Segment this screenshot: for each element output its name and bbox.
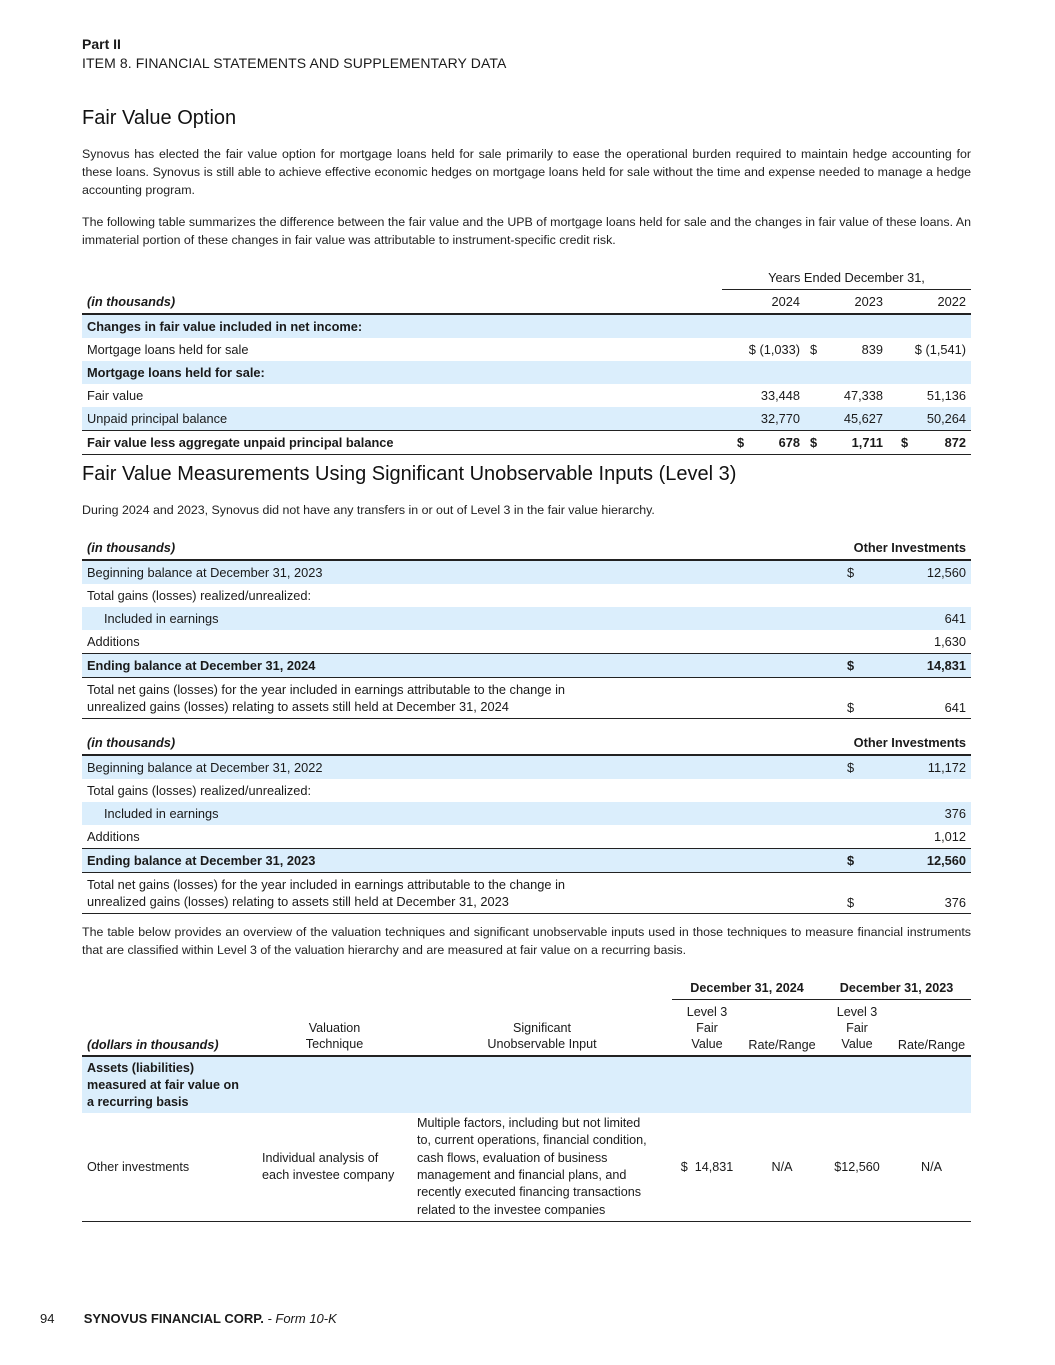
section-label: Mortgage loans held for sale:: [82, 361, 971, 384]
cell: 47,338: [843, 388, 883, 403]
fv-2023: $12,560: [822, 1113, 892, 1222]
fvo-title: Fair Value Option: [82, 107, 237, 129]
part-label: Part II: [82, 36, 121, 52]
row-label: Total net gains (losses) for the year included in earnings attributable to the change in unrealized gains (losses) relating to assets still held at December 31, 2023: [82, 873, 842, 914]
table-row: [82, 976, 971, 1000]
row-label: Ending balance at December 31, 2024: [82, 654, 842, 678]
page-number: 94: [40, 1311, 55, 1326]
table-row: [82, 314, 971, 338]
table-row: [82, 630, 971, 654]
table-row: [82, 755, 971, 779]
row-label: Mortgage loans held for sale: [87, 342, 249, 357]
col-rate-2023: Rate/Range: [892, 1000, 971, 1057]
cell: $ 872: [888, 431, 971, 455]
table-row: [82, 338, 971, 361]
cell: $ 839: [810, 342, 883, 357]
cell: $ (1,541): [914, 342, 966, 357]
unit-label: (in thousands): [82, 290, 722, 315]
table-row: [82, 607, 971, 630]
col-header: Other Investments: [842, 731, 971, 755]
cell: 1,012: [933, 829, 966, 844]
row-label: Fair value: [87, 388, 144, 403]
technique-cell: Individual analysis of each investee company: [257, 1113, 412, 1222]
item-label: ITEM 8. FINANCIAL STATEMENTS AND SUPPLEMENTARY DATA: [82, 55, 507, 71]
rate-2024: N/A: [742, 1113, 822, 1222]
table-row: [82, 361, 971, 384]
row-label: Unpaid principal balance: [82, 407, 722, 431]
cell: 51,136: [926, 388, 966, 403]
level3-title: Fair Value Measurements Using Significant Unobservable Inputs (Level 3): [82, 463, 737, 485]
input-cell: Multiple factors, including but not limited to, current operations, financial condition, cash flows, evaluation of business management and financial plans, and recently executed financing transactions related to the investee companies: [412, 1113, 672, 1222]
rate-2023: N/A: [892, 1113, 971, 1222]
section-label: Changes in fair value included in net income:: [82, 314, 971, 338]
col-rate-2024: Rate/Range: [742, 1000, 822, 1057]
row-label: Additions: [87, 634, 140, 649]
cell: 376: [842, 802, 971, 825]
table-row: [82, 825, 971, 849]
unit-label: (in thousands): [82, 731, 842, 755]
table-row: [82, 407, 971, 431]
row-label: Additions: [87, 829, 140, 844]
row-label: Ending balance at December 31, 2023: [82, 849, 842, 873]
table-row: [82, 678, 971, 719]
row-label: Total gains (losses) realized/unrealized:: [87, 783, 312, 798]
table-row: [82, 779, 971, 802]
col-level3-2023: Level 3 Fair Value: [822, 1000, 892, 1057]
table-row: [82, 731, 971, 755]
row-label: Fair value less aggregate unpaid principal balance: [82, 431, 722, 455]
row-label: Beginning balance at December 31, 2022: [82, 755, 842, 779]
cell: $ 641: [842, 678, 971, 719]
cell: 33,448: [760, 388, 800, 403]
cell: $ 12,560: [842, 849, 971, 873]
table-row: [82, 1000, 971, 1057]
dec2023-header: December 31, 2023: [822, 976, 971, 1000]
row-label: Total net gains (losses) for the year included in earnings attributable to the change in unrealized gains (losses) relating to assets still held at December 31, 2024: [82, 678, 842, 719]
fvo-para2: The following table summarizes the difference between the fair value and the UPB of mortgage loans held for sale and the changes in fair value of these loans. An immaterial portion of these changes in fair value was attributable to instrument-specific credit risk.: [82, 215, 971, 247]
table-row: [82, 584, 971, 607]
col-input: Significant Unobservable Input: [412, 1000, 672, 1057]
fv-2024: $ 14,831: [672, 1113, 742, 1222]
section-label: Assets (liabilities) measured at fair value on a recurring basis: [82, 1056, 257, 1113]
cell: $ 1,711: [805, 431, 888, 455]
table-row: [82, 266, 971, 290]
valuation-para: The table below provides an overview of the valuation techniques and significant unobservable inputs used in those techniques to measure financial instruments that are classified within Level 3 of the valuation hierarchy and are measured at fair value on a recurring basis.: [82, 925, 971, 957]
year-2024: 2024: [722, 290, 805, 315]
year-2023: 2023: [805, 290, 888, 315]
table-row: [82, 560, 971, 584]
page-footer: [40, 1311, 337, 1326]
company-name: SYNOVUS FINANCIAL CORP.: [83, 1311, 264, 1326]
level3-table-2024: [82, 536, 971, 719]
table-row: [82, 849, 971, 873]
table-row: [82, 654, 971, 678]
row-label: Beginning balance at December 31, 2023: [82, 560, 842, 584]
dec2024-header: December 31, 2024: [672, 976, 822, 1000]
valuation-table: [82, 976, 971, 1222]
cell: 641: [842, 607, 971, 630]
cell: $ 376: [842, 873, 971, 914]
cell: $ 11,172: [842, 755, 971, 779]
col-technique: Valuation Technique: [257, 1000, 412, 1057]
table-row: [82, 431, 971, 455]
row-label: Included in earnings: [82, 802, 842, 825]
level3-table-2023: [82, 731, 971, 914]
unit-label: (in thousands): [82, 536, 842, 560]
unit-label: (dollars in thousands): [82, 1000, 257, 1057]
table-row: [82, 536, 971, 560]
cell: 32,770: [722, 407, 805, 431]
cell: $ (1,033): [748, 342, 800, 357]
row-label: Total gains (losses) realized/unrealized:: [87, 588, 312, 603]
col-level3-2024: Level 3 Fair Value: [672, 1000, 742, 1057]
cell: $ 678: [722, 431, 805, 455]
period-header: Years Ended December 31,: [722, 266, 971, 290]
row-label: Included in earnings: [82, 607, 842, 630]
table-row: [82, 1056, 971, 1113]
table-row: [82, 802, 971, 825]
level3-para: During 2024 and 2023, Synovus did not have any transfers in or out of Level 3 in the fair value hierarchy.: [82, 503, 655, 517]
cell: 45,627: [805, 407, 888, 431]
table-row: [82, 384, 971, 407]
cell: 50,264: [888, 407, 971, 431]
table-row: [82, 290, 971, 315]
cell: $ 12,560: [842, 560, 971, 584]
cell: $ 14,831: [842, 654, 971, 678]
row-label: Other investments: [82, 1113, 257, 1222]
form-label: - Form 10-K: [263, 1311, 337, 1326]
col-header: Other Investments: [842, 536, 971, 560]
fvo-table: [82, 266, 971, 455]
year-2022: 2022: [888, 290, 971, 315]
cell: 1,630: [933, 634, 966, 649]
table-row: [82, 873, 971, 914]
fvo-para1: Synovus has elected the fair value option for mortgage loans held for sale primarily to ease the operational burden required to maintain hedge accounting for these loans. Synovus is still able to achieve effective economic hedges on mortgage loans held for sale without the time and expense needed to manage a hedge accounting program.: [82, 147, 971, 197]
table-row: [82, 1113, 971, 1222]
